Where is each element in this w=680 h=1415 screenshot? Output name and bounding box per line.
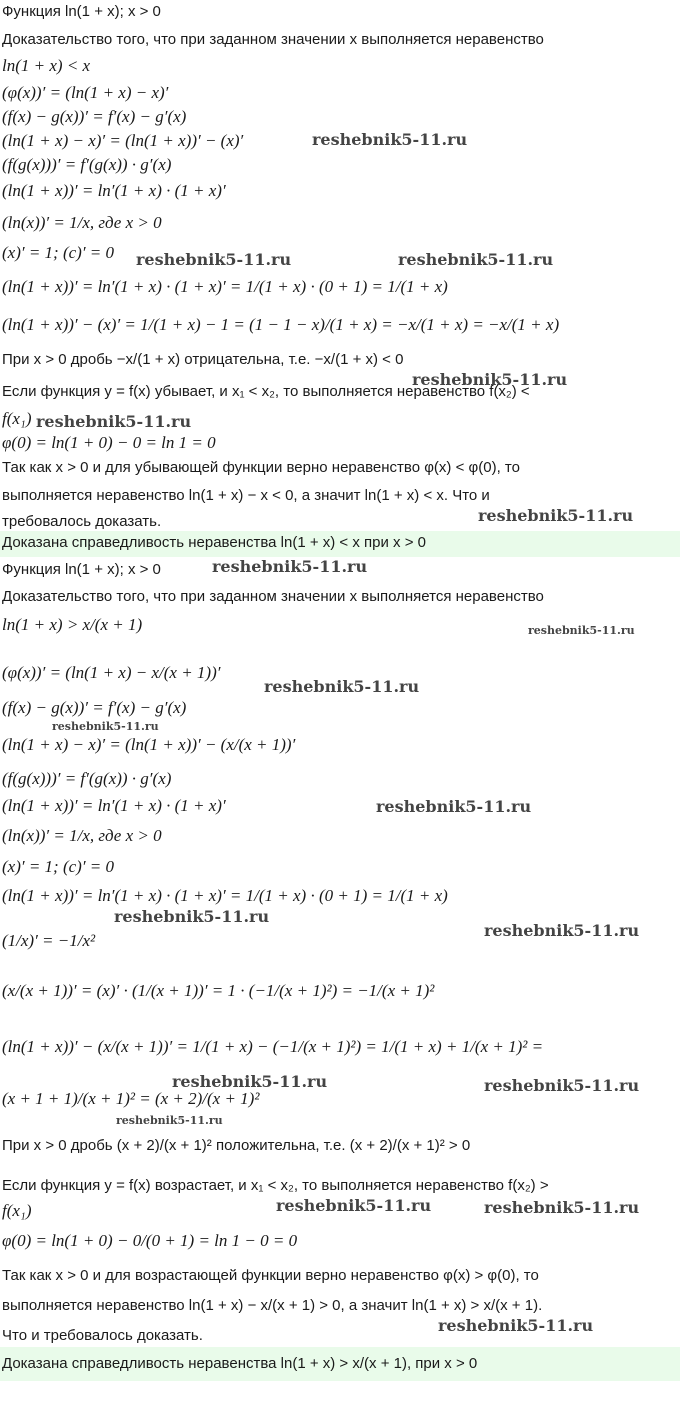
- part2-formula-9: (1/x)′ = −1/x²: [2, 931, 96, 950]
- part2-formula-4: (f(g(x)))′ = f′(g(x)) · g′(x): [2, 769, 172, 788]
- part2-formula-3: (ln(1 + x) − x)′ = (ln(1 + x))′ − (x/(x + 1))′: [2, 735, 296, 754]
- watermark: reshebnik5-11.ru: [172, 1072, 328, 1091]
- watermark: reshebnik5-11.ru: [528, 624, 635, 637]
- watermark: reshebnik5-11.ru: [376, 797, 532, 816]
- watermark: reshebnik5-11.ru: [438, 1316, 594, 1335]
- part1-formula-4: (f(g(x)))′ = f′(g(x)) · g′(x): [2, 155, 172, 174]
- part1-formula-15: требовалось доказать.: [2, 513, 162, 530]
- watermark: reshebnik5-11.ru: [484, 921, 640, 940]
- part2-title: Функция ln(1 + x); x > 0: [2, 561, 161, 578]
- part1-formula-7: (x)′ = 1; (c)′ = 0: [2, 243, 115, 262]
- part1-formula-14: выполняется неравенство ln(1 + x) − x < 0, а значит ln(1 + x) < x. Что и: [2, 487, 490, 504]
- part1-inequality: ln(1 + x) < x: [2, 56, 91, 75]
- part2-formula-6: (ln(x))′ = 1/x, где x > 0: [2, 826, 162, 845]
- part1-formula-11: Если функция y = f(x) убывает, и x₁ < x₂, то выполняется неравенство f(x₂) <: [2, 383, 530, 400]
- part1-formula-13: Так как x > 0 и для убывающей функции верно неравенство φ(x) < φ(0), то: [2, 459, 520, 476]
- part1-formula-9: (ln(1 + x))′ − (x)′ = 1/(1 + x) − 1 = (1 − 1 − x)/(1 + x) = −x/(1 + x) = −x/(1 + x): [2, 315, 560, 334]
- watermark: reshebnik5-11.ru: [114, 907, 270, 926]
- part2-conclusion: Доказана справедливость неравенства ln(1 + x) > x/(x + 1), при x > 0: [2, 1355, 478, 1372]
- part2-inequality: ln(1 + x) > x/(x + 1): [2, 615, 143, 634]
- watermark: reshebnik5-11.ru: [52, 720, 159, 733]
- part2-formula-14: Если функция y = f(x) возрастает, и x₁ < x₂, то выполняется неравенство f(x₂) >: [2, 1177, 549, 1194]
- part1-conclusion: Доказана справедливость неравенства ln(1 + x) < x при x > 0: [2, 534, 426, 551]
- part2-conclusion-band: [0, 1347, 680, 1381]
- part2-intro: Доказательство того, что при заданном значении x выполняется неравенство: [2, 588, 544, 605]
- part1-formula-11b: f(x₁): [2, 409, 32, 428]
- part2-formula-1: (φ(x))′ = (ln(1 + x) − x/(x + 1))′: [2, 663, 221, 682]
- part2-formula-10: (x/(x + 1))′ = (x)′ · (1/(x + 1))′ = 1 · (−1/(x + 1)²) = −1/(x + 1)²: [2, 981, 435, 1000]
- part2-formula-18: Что и требовалось доказать.: [2, 1327, 203, 1344]
- part2-formula-16: Так как x > 0 и для возрастающей функции верно неравенство φ(x) > φ(0), то: [2, 1267, 539, 1284]
- part2-formula-14b: f(x₁): [2, 1201, 32, 1220]
- watermark: reshebnik5-11.ru: [312, 130, 468, 149]
- part2-formula-15: φ(0) = ln(1 + 0) − 0/(0 + 1) = ln 1 − 0 = 0: [2, 1231, 298, 1250]
- part1-formula-1: (φ(x))′ = (ln(1 + x) − x)′: [2, 83, 169, 102]
- part2-formula-2: (f(x) − g(x))′ = f′(x) − g′(x): [2, 698, 187, 717]
- watermark: reshebnik5-11.ru: [484, 1198, 640, 1217]
- part2-formula-7: (x)′ = 1; (c)′ = 0: [2, 857, 115, 876]
- watermark: reshebnik5-11.ru: [276, 1196, 432, 1215]
- watermark: reshebnik5-11.ru: [116, 1114, 223, 1127]
- part1-formula-10: При x > 0 дробь −x/(1 + x) отрицательна, т.е. −x/(1 + x) < 0: [2, 351, 404, 368]
- part2-formula-12: (x + 1 + 1)/(x + 1)² = (x + 2)/(x + 1)²: [2, 1089, 260, 1108]
- watermark: reshebnik5-11.ru: [212, 557, 368, 576]
- part1-formula-3: (ln(1 + x) − x)′ = (ln(1 + x))′ − (x)′: [2, 131, 244, 150]
- part1-formula-8: (ln(1 + x))′ = ln′(1 + x) · (1 + x)′ = 1/(1 + x) · (0 + 1) = 1/(1 + x): [2, 277, 448, 296]
- part1-conclusion-band: [0, 531, 680, 557]
- part2-formula-11: (ln(1 + x))′ − (x/(x + 1))′ = 1/(1 + x) − (−1/(x + 1)²) = 1/(1 + x) + 1/(x + 1)² =: [2, 1037, 544, 1056]
- part2-formula-8: (ln(1 + x))′ = ln′(1 + x) · (1 + x)′ = 1/(1 + x) · (0 + 1) = 1/(1 + x): [2, 886, 448, 905]
- watermark: reshebnik5-11.ru: [398, 250, 554, 269]
- part1-formula-12: φ(0) = ln(1 + 0) − 0 = ln 1 = 0: [2, 433, 216, 452]
- part1-formula-6: (ln(x))′ = 1/x, где x > 0: [2, 213, 162, 232]
- part1-intro: Доказательство того, что при заданном значении x выполняется неравенство: [2, 31, 544, 48]
- part2-formula-17: выполняется неравенство ln(1 + x) − x/(x + 1) > 0, а значит ln(1 + x) > x/(x + 1).: [2, 1297, 543, 1314]
- watermark: reshebnik5-11.ru: [136, 250, 292, 269]
- part1-title: Функция ln(1 + x); x > 0: [2, 3, 161, 20]
- part1-formula-5: (ln(1 + x))′ = ln′(1 + x) · (1 + x)′: [2, 181, 226, 200]
- part2-formula-13: При x > 0 дробь (x + 2)/(x + 1)² положительна, т.е. (x + 2)/(x + 1)² > 0: [2, 1137, 471, 1154]
- part1-formula-2: (f(x) − g(x))′ = f′(x) − g′(x): [2, 107, 187, 126]
- watermark: reshebnik5-11.ru: [484, 1076, 640, 1095]
- part2-formula-5: (ln(1 + x))′ = ln′(1 + x) · (1 + x)′: [2, 796, 226, 815]
- watermark: reshebnik5-11.ru: [412, 370, 568, 389]
- watermark: reshebnik5-11.ru: [264, 677, 420, 696]
- watermark: reshebnik5-11.ru: [36, 412, 192, 431]
- watermark: reshebnik5-11.ru: [478, 506, 634, 525]
